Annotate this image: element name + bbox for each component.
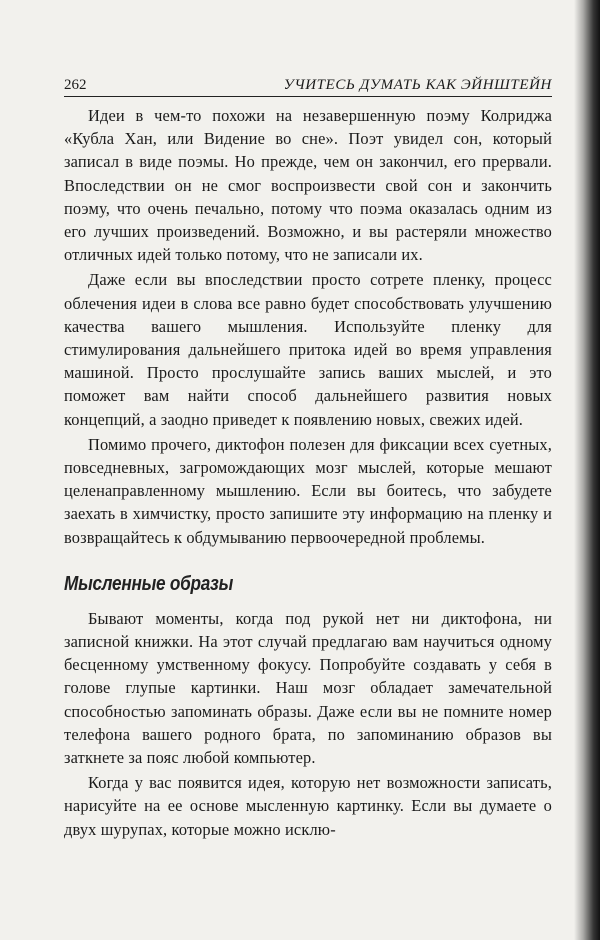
scan-edge-shadow [574, 0, 600, 940]
paragraph-coleridge: Идеи в чем-то похожи на незавершенную поэму Колриджа «Кубла Хан, или Видение во сне». Поэт увидел сон, который записал в виде поэмы. Но прежде, чем он закончил, его прервали. Впоследствии он не смог воспроизвести свой сон и закончить поэму, что очень печально, потому что поэма оказалась одним из его лучших произведений. Возможно, и вы растеряли множество отличных идей только потому, что не записали их. [64, 106, 552, 265]
running-title: УЧИТЕСЬ ДУМАТЬ КАК ЭЙНШТЕЙН [283, 77, 552, 93]
paragraph-mental-picture: Когда у вас появится идея, которую нет возможности записать, нарисуйте на ее основе мысленную картинку. Если вы думаете о двух шурупах, которые можно исклю- [64, 773, 552, 839]
paragraph-mental-trick: Бывают моменты, когда под рукой нет ни диктофона, ни записной книжки. На этот случай предлагаю вам научиться одному бесценному умственному фокусу. Попробуйте создавать у себя в голове глупые картинки. Наш мозг обладает замечательной способностью запоминать образы. Даже если вы не помните номер телефона вашего родного брата, по запоминанию образов вы заткнете за пояс любой компьютер. [64, 608, 552, 768]
paragraph-dictaphone: Помимо прочего, диктофон полезен для фиксации всех суетных, повседневных, загромождающих мозг мыслей, которые мешают целенаправленному мышлению. Если вы боитесь, что забудете заехать в химчистку, просто запишите эту информацию на пленку и возвращайтесь к обдумыванию первоочередной проблемы. [64, 434, 552, 547]
page-body [64, 104, 552, 841]
page-number: 262 [64, 77, 87, 93]
page-header [64, 74, 552, 97]
paragraph-tape: Даже если вы впоследствии просто сотрете пленку, процесс облечения идеи в слова все равно будет способствовать улучшению качества вашего мышления. Используйте пленку для стимулирования дальнейшего притока идей во время управления машиной. Просто прослушайте запись ваших мыслей, и это поможет вам найти способ дальнейшего развития новых концепций, а заодно приведет к появлению новых, свежих идей. [64, 270, 552, 429]
section-title: Мысленные образы [64, 572, 234, 595]
